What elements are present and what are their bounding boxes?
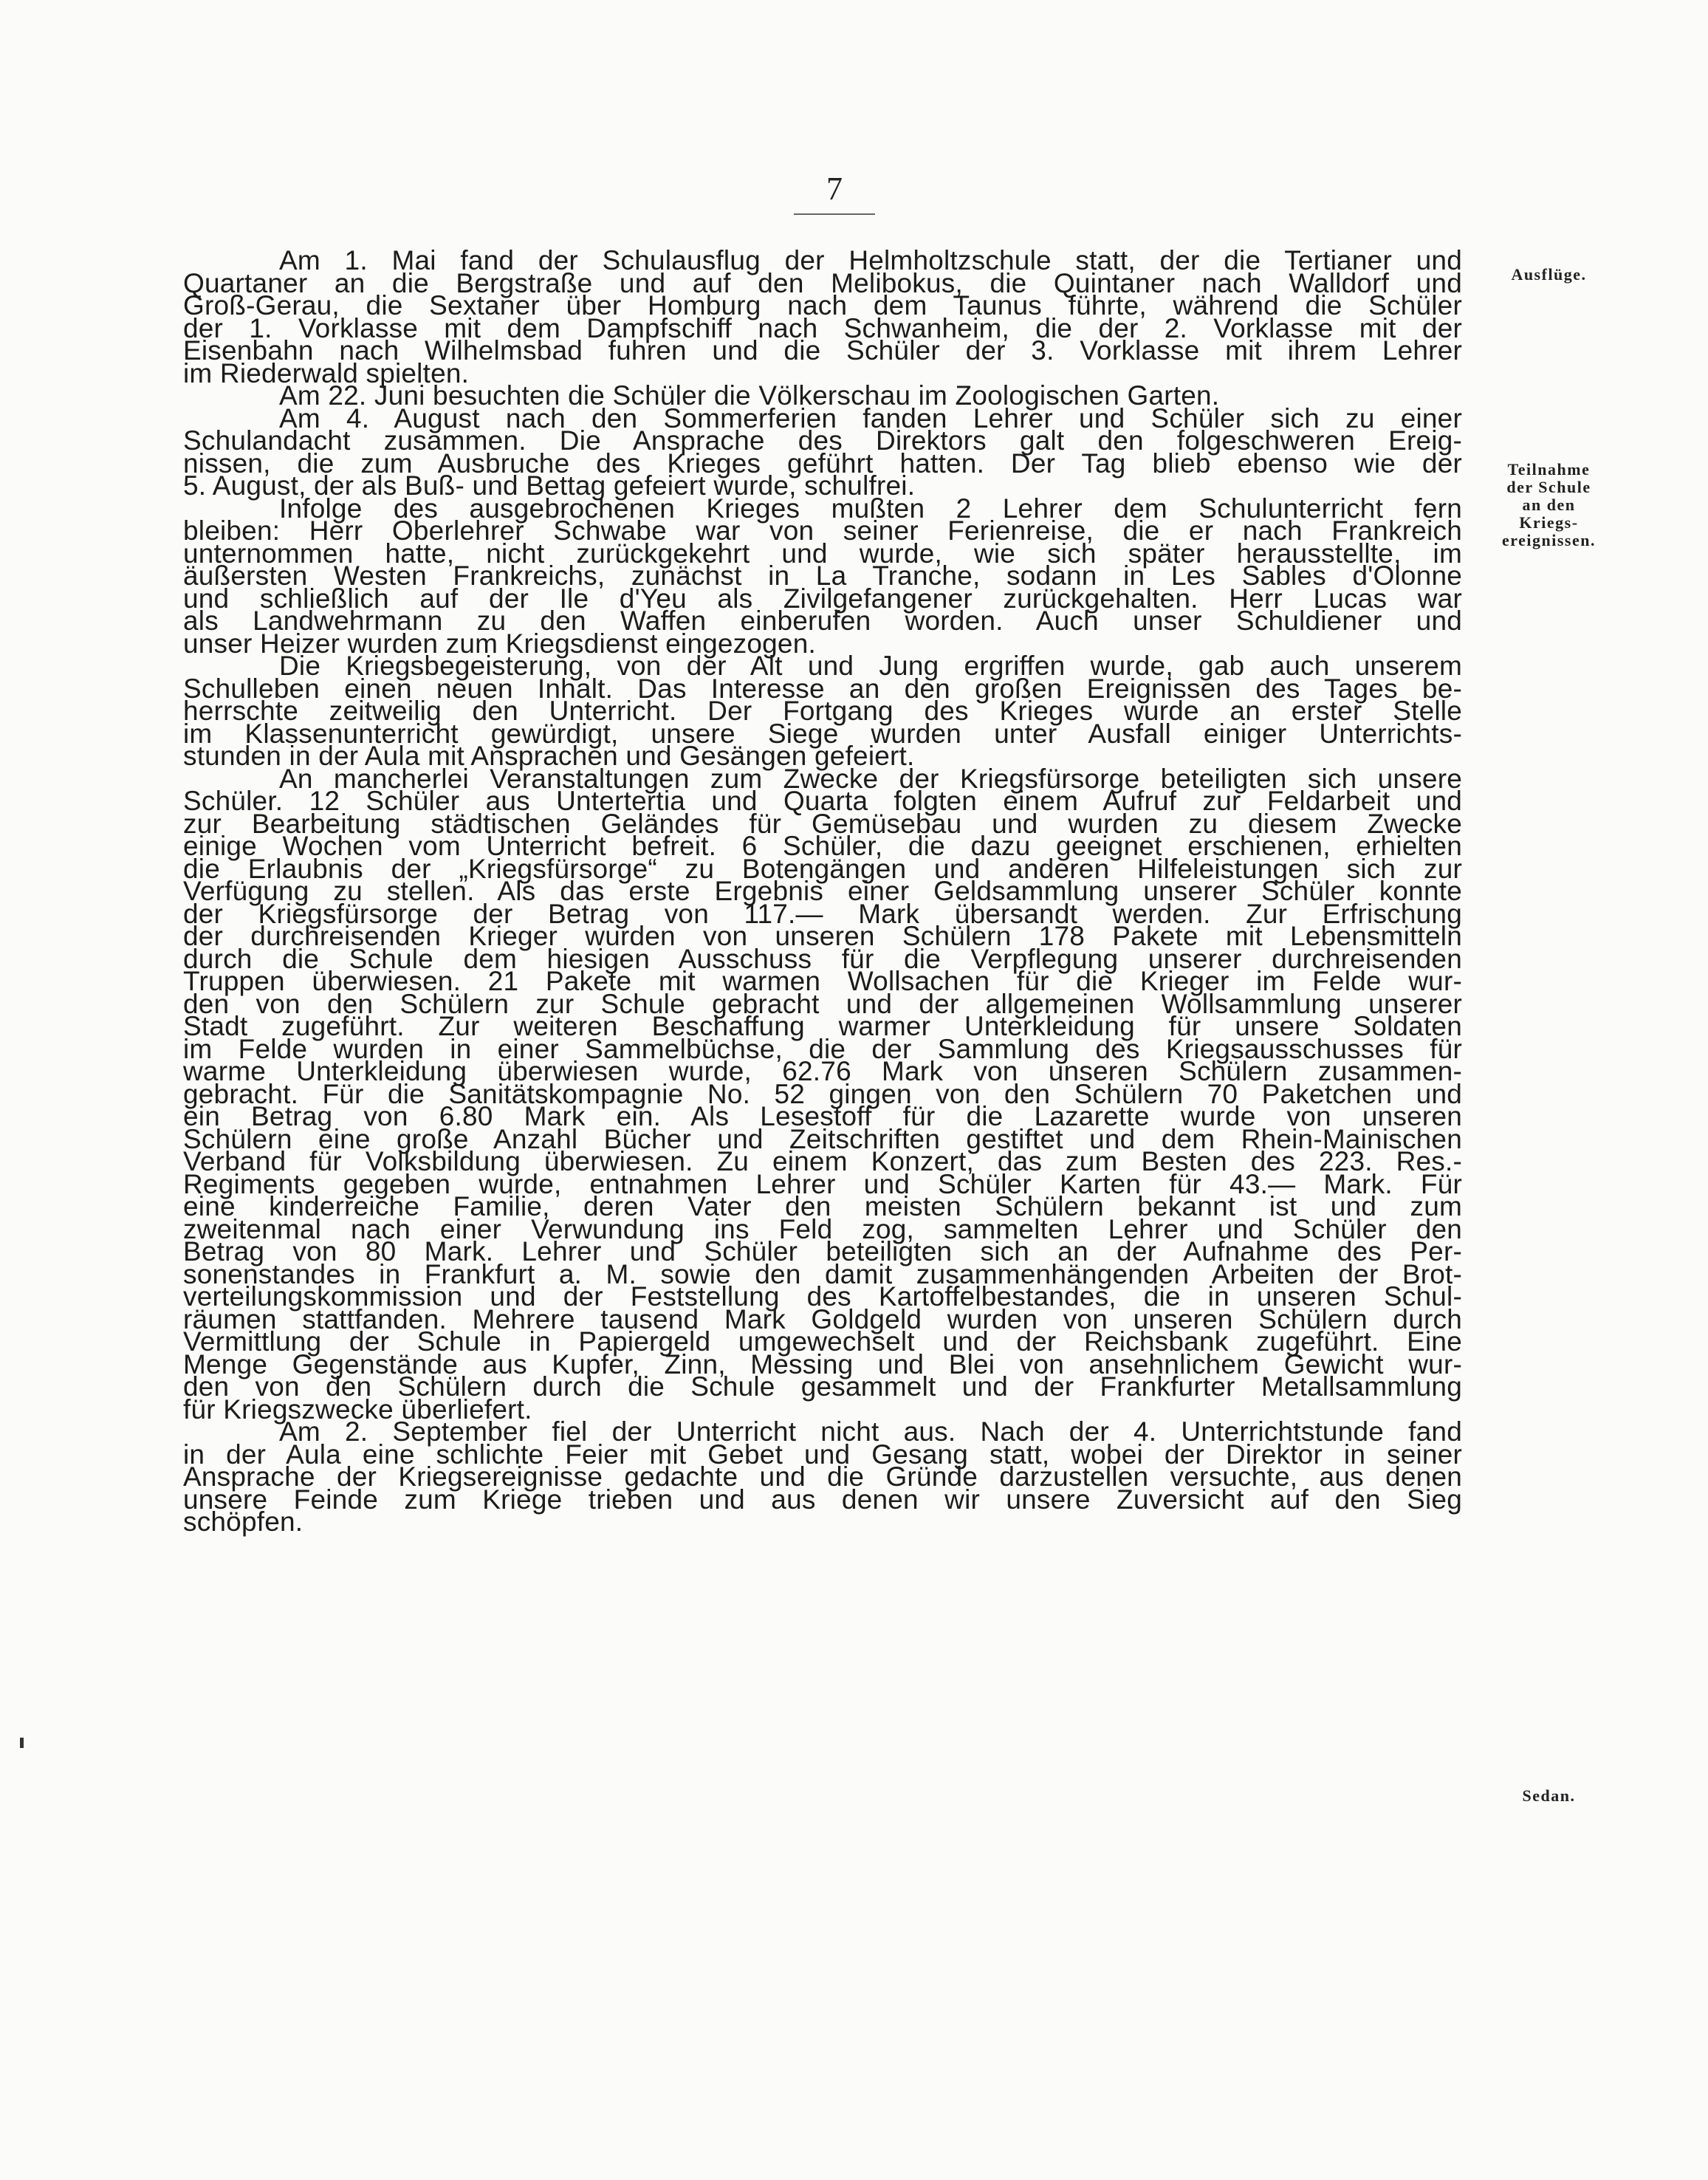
text-line: in der Aula eine schlichte Feier mit Gebet und Gesang statt, wobei der Direktor in seiner (183, 1439, 1462, 1470)
page-number: 7 (826, 171, 843, 207)
text-line: Schulleben einen neuen Inhalt. Das Interesse an den großen Ereignissen des Tages be- (183, 673, 1462, 704)
text-line: Betrag von 80 Mark. Lehrer und Schüler beteiligten sich an der Aufnahme des Per- (183, 1236, 1462, 1266)
text-line: sonenstandes in Frankfurt a. M. sowie den damit zusammenhängenden Arbeiten der Brot- (183, 1258, 1462, 1289)
text-line: Schülern eine große Anzahl Bücher und Zeitschriften gestiftet und dem Rhein-Mainischen (183, 1123, 1462, 1154)
text-line: Quartaner an die Bergstraße und auf den Melibokus, die Quintaner nach Walldorf und (183, 267, 1462, 298)
page-number-rule (794, 213, 875, 215)
text-line: Infolge des ausgebrochenen Krieges mußten 2 Lehrer dem Schulunterricht fern (279, 493, 1462, 524)
text-line: warme Unterkleidung überwiesen wurde, 62.76 Mark von unseren Schülern zusammen- (183, 1056, 1462, 1086)
text-line: Verband für Volksbildung überwiesen. Zu einem Konzert, das zum Besten des 223. Res.- (183, 1146, 1462, 1176)
paragraph (183, 1416, 1462, 1537)
text-line: Die Kriegsbegeisterung, von der Alt und Jung ergriffen wurde, gab auch unserem (279, 651, 1462, 681)
text-line: herrschte zeitweilig den Unterricht. Der Fortgang des Krieges wurde an erster Stelle (183, 696, 1462, 726)
body-text (183, 245, 1462, 1537)
text-line: Schüler. 12 Schüler aus Untertertia und Quarta folgten einem Aufruf zur Feldarbeit und (183, 786, 1462, 816)
text-line: Am 22. Juni besuchten die Schüler die Völkerschau im Zoologischen Garten. (279, 380, 1220, 411)
text-line: im Riederwald spielten. (183, 357, 470, 388)
text-line: Ansprache der Kriegsereignisse gedachte und die Gründe darzustellen versuchte, aus denen (183, 1461, 1462, 1492)
text-line: die Erlaubnis der „Kriegsfürsorge“ zu Botengängen und anderen Hilfeleistungen sich zur (183, 853, 1462, 884)
text-line: den von den Schülern durch die Schule gesammelt und der Frankfurter Metallsammlung (183, 1371, 1462, 1402)
text-line: als Landwehrmann zu den Waffen einberufen worden. Auch unser Schuldiener und (183, 606, 1462, 636)
text-line: Am 1. Mai fand der Schulausflug der Helmholtzschule statt, der die Tertianer und (279, 245, 1462, 275)
margin-note-teilnahme: Teilnahme der Schule an den Kriegs- ereignissen. (1502, 460, 1596, 549)
paragraph (183, 493, 1462, 659)
text-line: nissen, die zum Ausbruche des Krieges geführt hatten. Der Tag blieb ebenso wie der (183, 448, 1462, 479)
text-line: für Kriegszwecke überliefert. (183, 1394, 532, 1425)
text-line: und schließlich auf der Ile d'Yeu als Zivilgefangener zurückgehalten. Herr Lucas war (183, 583, 1462, 614)
text-line: unser Heizer wurden zum Kriegsdienst eingezogen. (183, 628, 816, 659)
text-line: Am 2. September fiel der Unterricht nicht aus. Nach der 4. Unterrichtstunde fand (279, 1416, 1462, 1447)
text-line: einige Wochen vom Unterricht befreit. 6 Schüler, die dazu geeignet erschienen, erhielten (183, 831, 1462, 861)
text-line: gebracht. Für die Sanitätskompagnie No. 52 gingen von den Schülern 70 Paketchen und (183, 1078, 1462, 1109)
text-line: unsere Feinde zum Kriege trieben und aus denen wir unsere Zuversicht auf den Sieg (183, 1484, 1462, 1515)
text-line: 5. August, der als Buß- und Bettag gefeiert wurde, schulfrei. (183, 470, 916, 501)
text-line: Vermittlung der Schule in Papiergeld umgewechselt und der Reichsbank zugeführt. Eine (183, 1326, 1462, 1357)
text-line: im Klassenunterricht gewürdigt, unsere Siege wurden unter Ausfall einiger Unterrichts- (183, 718, 1462, 749)
paragraph (183, 763, 1462, 1425)
text-line: Regiments gegeben wurde, entnahmen Lehrer und Schüler Karten für 43.— Mark. Für (183, 1168, 1462, 1199)
text-line: Am 4. August nach den Sommerferien fanden Lehrer und Schüler sich zu einer (279, 402, 1462, 433)
text-line: den von den Schülern zur Schule gebracht und der allgemeinen Wollsammlung unserer (183, 988, 1462, 1019)
scan-speck (20, 1738, 24, 1748)
text-line: unternommen hatte, nicht zurückgekehrt und wurde, wie sich später herausstellte, im (183, 538, 1462, 569)
text-line: eine kinderreiche Familie, deren Vater den meisten Schülern bekannt ist und zum (183, 1191, 1462, 1221)
text-line: Stadt zugeführt. Zur weiteren Beschaffung warmer Unterkleidung für unsere Soldaten (183, 1011, 1462, 1041)
text-line: schöpfen. (183, 1507, 303, 1537)
text-line: An mancherlei Veranstaltungen zum Zwecke der Kriegsfürsorge beteiligten sich unsere (279, 763, 1462, 794)
paragraph (183, 245, 1462, 388)
text-line: Truppen überwiesen. 21 Pakete mit warmen Wollsachen für die Krieger im Felde wur- (183, 966, 1462, 996)
text-line: äußersten Westen Frankreichs, zunächst in La Tranche, sodann in Les Sables d'Olonne (183, 561, 1462, 591)
text-line: Groß-Gerau, die Sextaner über Homburg nach dem Taunus führte, während die Schüler (183, 290, 1462, 321)
text-line: durch die Schule dem hiesigen Ausschuss für die Verpflegung unserer durchreisenden (183, 943, 1462, 974)
text-line: ein Betrag von 6.80 Mark ein. Als Lesestoff für die Lazarette wurde von unseren (183, 1101, 1462, 1131)
text-line: der Kriegsfürsorge der Betrag von 117.— Mark übersandt werden. Zur Erfrischung (183, 898, 1462, 929)
text-line: der durchreisenden Krieger wurden von unseren Schülern 178 Pakete mit Lebensmitteln (183, 921, 1462, 951)
text-line: der 1. Vorklasse mit dem Dampfschiff nach Schwanheim, die der 2. Vorklasse mit der (183, 312, 1462, 343)
text-line: verteilungskommission und der Feststellung des Kartoffelbestandes, die in unseren Schul- (183, 1281, 1462, 1312)
paragraph (183, 402, 1462, 501)
text-line: bleiben: Herr Oberlehrer Schwabe war von seiner Ferienreise, die er nach Frankreich (183, 515, 1462, 546)
margin-note-sedan: Sedan. (1522, 1786, 1576, 1805)
paragraph (183, 651, 1462, 771)
text-line: zur Bearbeitung städtischen Geländes für Gemüsebau und wurden zu diesem Zwecke (183, 808, 1462, 839)
text-line: im Felde wurden in einer Sammelbüchse, die der Sammlung des Kriegsausschusses für (183, 1033, 1462, 1064)
text-line: Eisenbahn nach Wilhelmsbad fuhren und die Schüler der 3. Vorklasse mit ihrem Lehrer (183, 335, 1462, 366)
text-line: Menge Gegenstände aus Kupfer, Zinn, Messing und Blei von ansehnlichem Gewicht wur- (183, 1348, 1462, 1379)
text-line: stunden in der Aula mit Ansprachen und Gesängen gefeiert. (183, 741, 915, 771)
margin-note-ausfluege: Ausflüge. (1511, 265, 1587, 284)
text-line: räumen stattfanden. Mehrere tausend Mark Goldgeld wurden von unseren Schülern durch (183, 1303, 1462, 1334)
text-line: zweitenmal nach einer Verwundung ins Feld zog, sammelten Lehrer und Schüler den (183, 1213, 1462, 1244)
text-line: Verfügung zu stellen. Als das erste Ergebnis einer Geldsammlung unserer Schüler konnte (183, 876, 1462, 906)
text-line: Schulandacht zusammen. Die Ansprache des Direktors galt den folgeschweren Ereig- (183, 425, 1462, 456)
